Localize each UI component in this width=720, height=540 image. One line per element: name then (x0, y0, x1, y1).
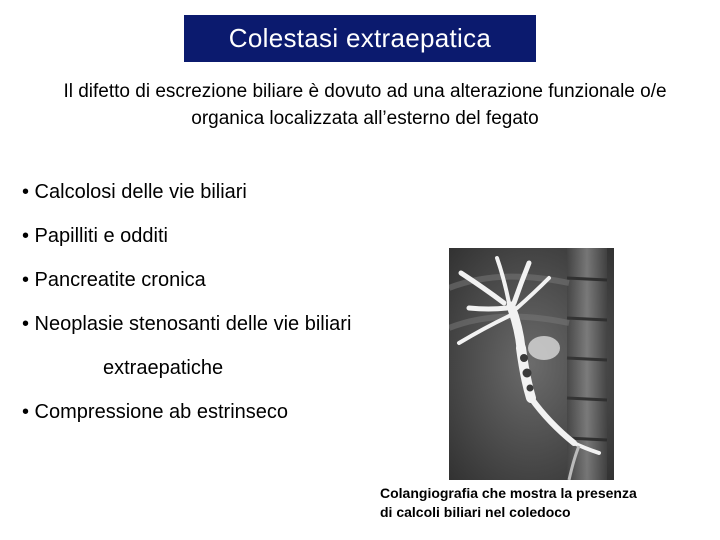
slide-title: Colestasi extraepatica (228, 23, 492, 53)
cholangiography-image (449, 248, 614, 480)
bullet-item-continuation: extraepatiche (103, 357, 224, 379)
caption-line: di calcoli biliari nel coledoco (380, 504, 571, 520)
bullet-item: • Pancreatite cronica (22, 269, 206, 291)
caption-line: Colangiografia che mostra la presenza (380, 485, 637, 501)
cholangiography-illustration (449, 248, 614, 480)
slide-subtitle: Il difetto di escrezione biliare è dovuto ad una alterazione funzionale o/e organica localizzata all’esterno del fegato (63, 81, 667, 129)
bullet-item: • Papilliti e odditi (22, 225, 168, 247)
bullet-item: • Neoplasie stenosanti delle vie biliari (22, 313, 352, 335)
title-banner (184, 15, 536, 62)
bullet-item: • Compressione ab estrinseco (22, 401, 289, 423)
image-caption (380, 484, 710, 522)
bullet-item: • Calcolosi delle vie biliari (22, 181, 247, 203)
